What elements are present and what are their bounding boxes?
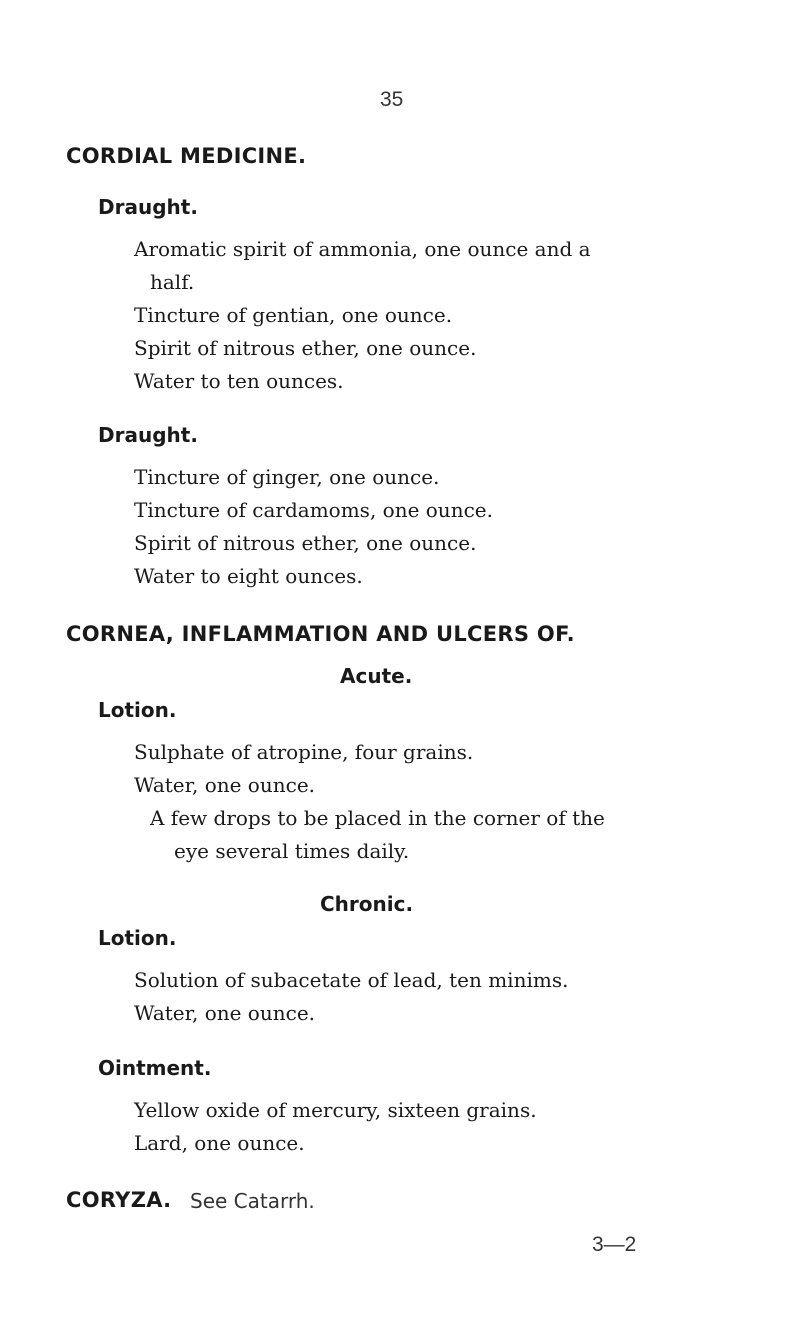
signature-mark: 3—2 xyxy=(592,1233,637,1256)
recipe-line: half. xyxy=(150,270,195,294)
recipe-line: Water, one ounce. xyxy=(134,773,316,797)
recipe-line: eye several times daily. xyxy=(174,839,410,863)
recipe-line: Yellow oxide of mercury, sixteen grains. xyxy=(134,1098,537,1122)
recipe-line: Tincture of gentian, one ounce. xyxy=(134,303,453,327)
recipe-line: Solution of subacetate of lead, ten minims. xyxy=(134,968,569,992)
recipe-title-lotion: Lotion. xyxy=(98,926,177,950)
recipe-title-lotion: Lotion. xyxy=(98,698,177,722)
recipe-title-draught: Draught. xyxy=(98,423,198,447)
recipe-line: Spirit of nitrous ether, one ounce. xyxy=(134,531,477,555)
subsection-title-chronic: Chronic. xyxy=(320,892,414,916)
recipe-line: Aromatic spirit of ammonia, one ounce and a xyxy=(134,237,591,261)
recipe-line: A few drops to be placed in the corner of the xyxy=(150,806,605,830)
recipe-line: Spirit of nitrous ether, one ounce. xyxy=(134,336,477,360)
page-number: 35 xyxy=(380,88,404,111)
recipe-line: Water to ten ounces. xyxy=(134,369,344,393)
recipe-line: Sulphate of atropine, four grains. xyxy=(134,740,474,764)
recipe-line: Tincture of cardamoms, one ounce. xyxy=(134,498,493,522)
section-heading-cordial-medicine: CORDIAL MEDICINE. xyxy=(66,144,307,168)
section-heading-cornea: CORNEA, INFLAMMATION AND ULCERS OF. xyxy=(66,622,575,646)
recipe-title-ointment: Ointment. xyxy=(98,1056,212,1080)
recipe-line: Water to eight ounces. xyxy=(134,564,363,588)
recipe-line: Tincture of ginger, one ounce. xyxy=(134,465,440,489)
recipe-line: Water, one ounce. xyxy=(134,1001,316,1025)
recipe-line: Lard, one ounce. xyxy=(134,1131,305,1155)
recipe-title-draught: Draught. xyxy=(98,195,198,219)
cross-reference: See Catarrh. xyxy=(190,1189,315,1213)
section-heading-coryza: CORYZA. xyxy=(66,1188,172,1212)
subsection-title-acute: Acute. xyxy=(340,664,413,688)
